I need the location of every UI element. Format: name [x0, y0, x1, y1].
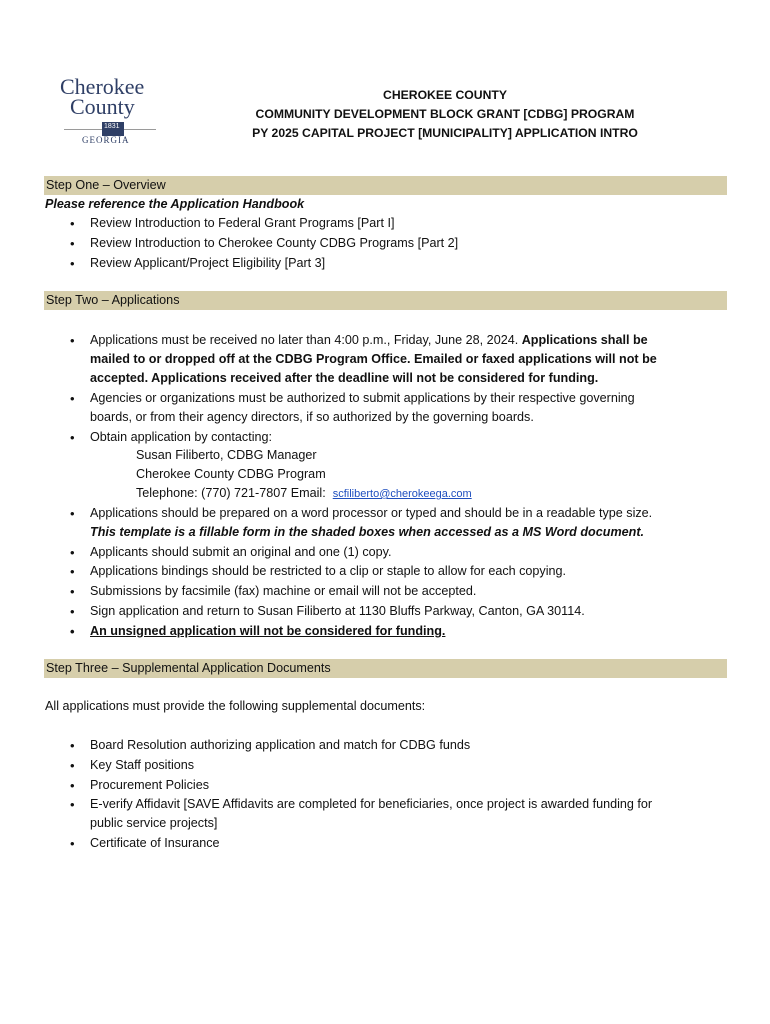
- list-item-authorized: [90, 389, 726, 427]
- list-item-unsigned: • An unsigned application will not be considered for funding.: [90, 622, 726, 641]
- list-item: • Review Applicant/Project Eligibility [Part 3]: [90, 254, 726, 273]
- step-one-heading: Step One – Overview: [44, 176, 727, 195]
- cherokee-county-logo: [58, 74, 168, 156]
- title-line-1: CHEROKEE COUNTY: [383, 88, 507, 102]
- list-item-obtain: • Obtain application by contacting:: [90, 428, 726, 447]
- step-two-heading: Step Two – Applications: [44, 291, 727, 310]
- contact-org: Cherokee County CDBG Program: [136, 467, 326, 481]
- list-item: • Applications bindings should be restricted to a clip or staple to allow for each copying.: [90, 562, 726, 581]
- list-item: • Procurement Policies: [90, 776, 726, 795]
- list-item: • Sign application and return to Susan Filiberto at 1130 Bluffs Parkway, Canton, GA 30114.: [90, 602, 726, 621]
- document-title: [240, 86, 650, 143]
- logo-word-cherokee: Cherokee: [60, 74, 145, 99]
- prepare-text: • Applications should be prepared on a word processor or typed and should be in a readable type size.: [90, 506, 653, 520]
- contact-email-link[interactable]: scfiliberto@cherokeega.com: [332, 488, 472, 500]
- template-note: This template is a fillable form in the shaded boxes when accessed as a MS Word document.: [90, 525, 645, 539]
- deadline-bold-line-3: accepted. Applications received after the deadline will not be considered for funding.: [90, 371, 599, 385]
- list-item: • Applicants should submit an original and one (1) copy.: [90, 543, 726, 562]
- step-three-heading: Step Three – Supplemental Application Documents: [44, 659, 727, 678]
- list-item: • Submissions by facsimile (fax) machine or email will not be accepted.: [90, 582, 726, 601]
- authorized-line-1: • Agencies or organizations must be authorized to submit applications by their respective governing: [90, 391, 635, 405]
- everify-line-1: • E-verify Affidavit [SAVE Affidavits are completed for beneficiaries, once project is awarded funding for: [90, 797, 653, 811]
- title-line-2: COMMUNITY DEVELOPMENT BLOCK GRANT [CDBG] PROGRAM: [255, 107, 635, 121]
- step-three-intro: All applications must provide the following supplemental documents:: [45, 699, 426, 713]
- list-item: • Review Introduction to Cherokee County CDBG Programs [Part 2]: [90, 234, 726, 253]
- authorized-line-2: boards, or from their agency directors, if so authorized by the governing boards.: [90, 410, 534, 424]
- title-line-3: PY 2025 CAPITAL PROJECT [MUNICIPALITY] APPLICATION INTRO: [252, 126, 638, 140]
- list-item-deadline: [90, 331, 726, 388]
- list-item: • Review Introduction to Federal Grant Programs [Part I]: [90, 214, 726, 233]
- logo-state: GEORGIA: [82, 135, 130, 145]
- logo-year: 1831: [104, 123, 120, 130]
- contact-phone-line: [136, 484, 472, 504]
- logo-word-county: County: [70, 94, 135, 119]
- list-item: • Key Staff positions: [90, 756, 726, 775]
- list-item: • Board Resolution authorizing application and match for CDBG funds: [90, 736, 726, 755]
- deadline-text: Applications must be received no later than 4:00 p.m., Friday, June 28, 2024.: [90, 333, 519, 347]
- contact-phone: Telephone: (770) 721-7807 Email:: [136, 486, 326, 500]
- everify-line-2: public service projects]: [90, 816, 218, 830]
- list-item-everify: [90, 795, 726, 833]
- list-item: • Certificate of Insurance: [90, 834, 726, 853]
- deadline-bold-line-2: mailed to or dropped off at the CDBG Program Office. Emailed or faxed applications will not be: [90, 352, 657, 366]
- contact-name: Susan Filiberto, CDBG Manager: [136, 448, 317, 462]
- deadline-bold-text: Applications shall be: [521, 333, 648, 347]
- list-item-prepare: [90, 504, 726, 542]
- step-one-subheading: Please reference the Application Handbook: [45, 197, 305, 211]
